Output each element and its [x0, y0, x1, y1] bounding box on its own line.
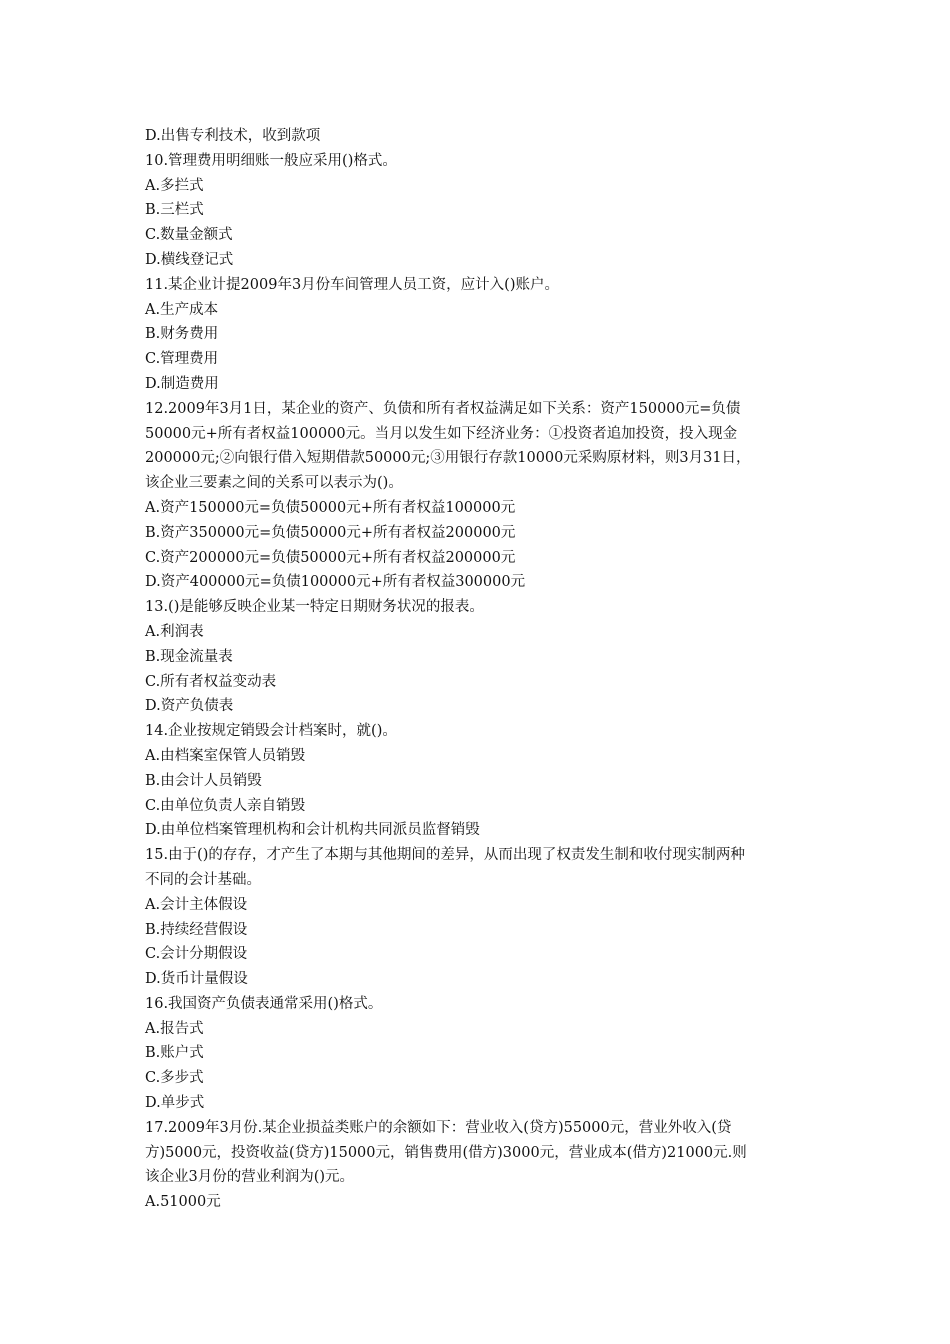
option-line: C.管理费用 [145, 351, 219, 368]
option-line: D.资产400000元=负债100000元+所有者权益300000元 [145, 574, 526, 591]
option-line: A.会计主体假设 [145, 896, 248, 913]
option-line: C.数量金额式 [145, 227, 233, 244]
option-line: D.制造费用 [145, 375, 219, 392]
question-line: 17.2009年3月份.某企业损益类账户的余额如下：营业收入(贷方)55000元，营业外收入(贷 [145, 1119, 732, 1136]
question-line: 50000元+所有者权益100000元。当月以发生如下经济业务：①投资者追加投资，投入现金 [145, 425, 738, 442]
question-line: 方)5000元，投资收益(贷方)15000元，销售费用(借方)3000元，营业成本(借方)21000元.则 [145, 1144, 747, 1161]
option-line: A.报告式 [145, 1020, 204, 1037]
option-line: D.资产负债表 [145, 698, 234, 715]
question-line: 13.()是能够反映企业某一特定日期财务状况的报表。 [145, 599, 484, 616]
option-line: B.财务费用 [145, 326, 219, 343]
option-line: D.单步式 [145, 1095, 205, 1112]
option-line: A.资产150000元=负债50000元+所有者权益100000元 [145, 499, 516, 516]
option-line: C.由单位负责人亲自销毁 [145, 797, 306, 814]
option-line: A.利润表 [145, 623, 204, 640]
option-line: A.由档案室保管人员销毁 [145, 747, 306, 764]
option-line: B.资产350000元=负债50000元+所有者权益200000元 [145, 524, 516, 541]
question-line: 200000元;②向银行借入短期借款50000元;③用银行存款10000元采购原材料，则3月31日， [145, 450, 751, 467]
option-line: B.账户式 [145, 1045, 204, 1062]
option-line: C.资产200000元=负债50000元+所有者权益200000元 [145, 549, 516, 566]
option-line: D.横线登记式 [145, 251, 234, 268]
option-line: A.生产成本 [145, 301, 219, 318]
question-line: 15.由于()的存存，才产生了本期与其他期间的差异，从而出现了权责发生制和收付现实制两种 [145, 847, 745, 864]
document-body [145, 124, 825, 1215]
option-line: B.三栏式 [145, 202, 204, 219]
question-line: 该企业3月份的营业利润为()元。 [145, 1169, 355, 1186]
option-line: C.多步式 [145, 1070, 204, 1087]
option-line: C.所有者权益变动表 [145, 673, 277, 690]
option-line: B.现金流量表 [145, 648, 233, 665]
question-line: 16.我国资产负债表通常采用()格式。 [145, 995, 383, 1012]
option-line: B.持续经营假设 [145, 921, 248, 938]
question-line: 14.企业按规定销毁会计档案时，就()。 [145, 723, 397, 740]
option-line: C.会计分期假设 [145, 946, 248, 963]
option-line: D.出售专利技术，收到款项 [145, 128, 321, 144]
option-line: B.由会计人员销毁 [145, 772, 262, 789]
question-line: 该企业三要素之间的关系可以表示为()。 [145, 475, 403, 492]
question-line: 10.管理费用明细账一般应采用()格式。 [145, 152, 397, 169]
option-line: D.货币计量假设 [145, 971, 248, 988]
option-line: A.多拦式 [145, 177, 204, 194]
question-line: 11.某企业计提2009年3月份车间管理人员工资，应计入()账户。 [145, 276, 559, 293]
option-line: D.由单位档案管理机构和会计机构共同派员监督销毁 [145, 822, 480, 839]
option-line: A.51000元 [145, 1194, 221, 1211]
question-line: 12.2009年3月1日，某企业的资产、负债和所有者权益满足如下关系：资产150000元=负债 [145, 400, 741, 417]
question-line: 不同的会计基础。 [145, 871, 261, 888]
